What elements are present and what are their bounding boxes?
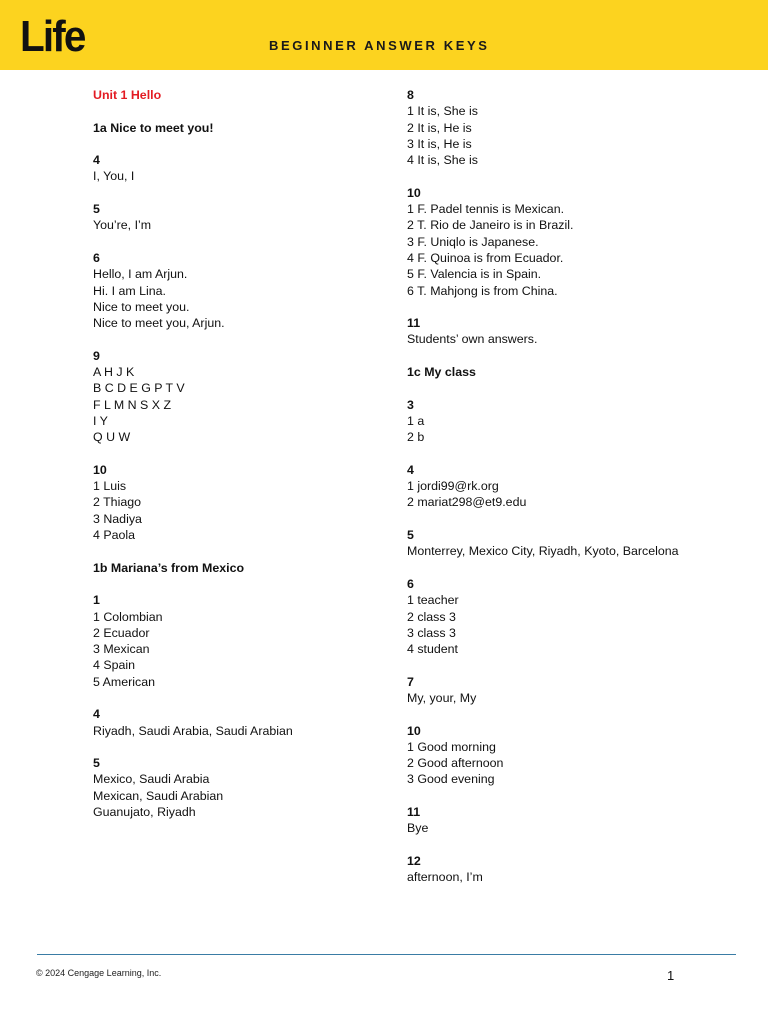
- answer-line: 1 It is, She is: [407, 104, 478, 119]
- exercise-number: 4: [407, 462, 414, 477]
- exercise-number: 7: [407, 674, 414, 689]
- lesson-heading: 1b Mariana’s from Mexico: [93, 560, 245, 575]
- exercise-block: [407, 185, 707, 299]
- exercise-block: [93, 348, 393, 446]
- answer-line: I Y: [93, 413, 108, 428]
- answer-line: 2 Good afternoon: [407, 756, 504, 771]
- answer-line: 3 class 3: [407, 625, 456, 640]
- answer-line: 2 Ecuador: [93, 625, 150, 640]
- copyright: © 2024 Cengage Learning, Inc.: [36, 968, 162, 978]
- exercise-number: 4: [93, 153, 100, 168]
- exercise-block: [93, 706, 393, 739]
- exercise-block: [407, 397, 707, 446]
- answer-line: B C D E G P T V: [93, 381, 185, 396]
- exercise-number: 8: [407, 88, 414, 102]
- answer-line: 2 mariat298@et9.edu: [407, 495, 527, 510]
- answer-line: 1 jordi99@rk.org: [407, 479, 499, 494]
- answer-line: 2 It is, He is: [407, 120, 472, 135]
- answer-line: Nice to meet you.: [93, 299, 190, 314]
- exercise-number: 5: [93, 756, 100, 771]
- answer-line: 5 F. Valencia is in Spain.: [407, 267, 542, 282]
- exercise-block: [407, 87, 707, 168]
- answer-line: 4 student: [407, 642, 458, 657]
- answer-line: 1 teacher: [407, 593, 459, 608]
- exercise-block: [93, 201, 393, 234]
- answer-line: 1 Good morning: [407, 739, 496, 754]
- answer-line: A H J K: [93, 365, 135, 380]
- answer-line: 5 American: [93, 674, 155, 689]
- life-logo: Life: [20, 12, 85, 61]
- lesson-heading: 1c My class: [407, 365, 476, 380]
- exercise-number: 5: [93, 202, 100, 217]
- answer-line: 1 F. Padel tennis is Mexican.: [407, 202, 565, 217]
- exercise-number: 6: [93, 250, 100, 265]
- exercise-number: 5: [407, 528, 414, 543]
- unit-heading: Unit 1 Hello: [93, 88, 162, 102]
- answer-line: You’re, I’m: [93, 218, 152, 233]
- answer-line: My, your, My: [407, 690, 477, 705]
- answer-line: I, You, I: [93, 169, 135, 184]
- answer-line: Hello, I am Arjun.: [93, 267, 188, 282]
- exercise-block: [407, 462, 707, 511]
- answer-line: 1 Colombian: [93, 609, 163, 624]
- exercise-number: 11: [407, 805, 421, 820]
- answer-line: Guanujato, Riyadh: [93, 805, 196, 820]
- header-title: BEGINNER ANSWER KEYS: [269, 38, 490, 53]
- exercise-block: [93, 755, 393, 820]
- exercise-number: 10: [93, 462, 107, 477]
- answer-line: Riyadh, Saudi Arabia, Saudi Arabian: [93, 723, 293, 738]
- answer-line: Bye: [407, 821, 429, 836]
- header-banner: [0, 0, 768, 70]
- exercise-block: [407, 723, 707, 788]
- exercise-number: 10: [407, 723, 421, 738]
- answer-line: 3 Good evening: [407, 772, 495, 787]
- answer-line: Mexican, Saudi Arabian: [93, 788, 224, 803]
- answer-line: 2 T. Rio de Janeiro is in Brazil.: [407, 218, 574, 233]
- exercise-number: 1: [93, 593, 100, 608]
- exercise-block: [407, 527, 707, 560]
- answer-line: 3 Nadiya: [93, 511, 142, 526]
- exercise-block: [407, 576, 707, 657]
- footer-divider: [37, 954, 736, 955]
- answer-line: 3 Mexican: [93, 642, 150, 657]
- answer-line: afternoon, I’m: [407, 870, 483, 885]
- exercise-block: [93, 250, 393, 331]
- lesson-heading: 1a Nice to meet you!: [93, 120, 214, 135]
- exercise-block: [93, 592, 393, 690]
- left-column: [93, 87, 393, 820]
- exercise-number: 11: [407, 316, 421, 331]
- exercise-number: 4: [93, 707, 100, 722]
- exercise-block: [407, 674, 707, 707]
- right-column: [407, 87, 707, 886]
- exercise-number: 3: [407, 397, 414, 412]
- answer-line: 4 It is, She is: [407, 153, 478, 168]
- answer-line: Students’ own answers.: [407, 332, 538, 347]
- answer-line: Hi. I am Lina.: [93, 283, 166, 298]
- answer-line: 4 F. Quinoa is from Ecuador.: [407, 250, 564, 265]
- answer-line: Monterrey, Mexico City, Riyadh, Kyoto, Barcelona: [407, 544, 679, 559]
- exercise-number: 9: [93, 348, 100, 363]
- answer-line: F L M N S X Z: [93, 397, 172, 412]
- answer-line: 4 Paola: [93, 528, 136, 543]
- exercise-block: [407, 853, 707, 886]
- answer-line: 1 a: [407, 413, 425, 428]
- exercise-block: [407, 804, 707, 837]
- answer-line: 3 F. Uniqlo is Japanese.: [407, 234, 539, 249]
- answer-line: Mexico, Saudi Arabia: [93, 772, 210, 787]
- exercise-block: [93, 462, 393, 543]
- exercise-number: 6: [407, 576, 414, 591]
- answer-line: 3 It is, He is: [407, 136, 472, 151]
- exercise-number: 10: [407, 185, 421, 200]
- exercise-block: [407, 315, 707, 348]
- page-number: 1: [667, 968, 675, 983]
- answer-line: 6 T. Mahjong is from China.: [407, 283, 558, 298]
- answer-line: Nice to meet you, Arjun.: [93, 316, 225, 331]
- answer-line: 2 b: [407, 430, 425, 445]
- answer-line: 2 Thiago: [93, 495, 141, 510]
- answer-line: 2 class 3: [407, 609, 456, 624]
- answer-line: 1 Luis: [93, 479, 127, 494]
- exercise-number: 12: [407, 853, 421, 868]
- answer-line: Q U W: [93, 430, 131, 445]
- answer-line: 4 Spain: [93, 658, 136, 673]
- exercise-block: [93, 152, 393, 185]
